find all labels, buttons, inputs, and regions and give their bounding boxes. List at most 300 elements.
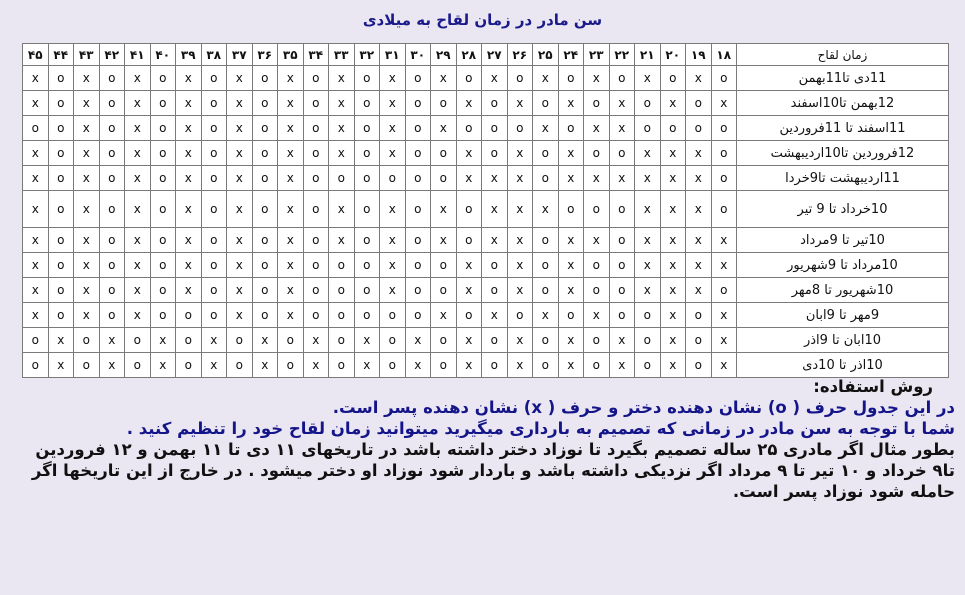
row-label: 12بهمن تا10اسفند xyxy=(737,91,949,116)
gender-cell: x xyxy=(584,303,610,328)
gender-cell: o xyxy=(48,66,74,91)
gender-cell: o xyxy=(609,191,635,228)
gender-cell: o xyxy=(252,191,278,228)
gender-cell: o xyxy=(456,228,482,253)
gender-cell: x xyxy=(558,228,584,253)
gender-cell: x xyxy=(278,228,304,253)
gender-cell: o xyxy=(482,141,508,166)
gender-cell: x xyxy=(227,166,253,191)
age-header: ۴۱ xyxy=(125,44,151,66)
gender-cell: x xyxy=(329,141,355,166)
gender-cell: o xyxy=(482,278,508,303)
gender-cell: o xyxy=(201,278,227,303)
gender-cell: x xyxy=(533,66,559,91)
gender-cell: o xyxy=(558,116,584,141)
gender-cell: o xyxy=(533,278,559,303)
gender-cell: o xyxy=(431,353,457,378)
gender-cell: o xyxy=(711,66,737,91)
gender-cell: x xyxy=(380,228,406,253)
gender-cell: x xyxy=(660,191,686,228)
gender-cell: x xyxy=(405,328,431,353)
age-header: ۲۷ xyxy=(482,44,508,66)
gender-cell: o xyxy=(431,253,457,278)
gender-cell: x xyxy=(507,91,533,116)
gender-cell: x xyxy=(227,228,253,253)
gender-cell: o xyxy=(635,353,661,378)
gender-cell: o xyxy=(329,303,355,328)
gender-cell: x xyxy=(431,303,457,328)
table-row xyxy=(23,91,949,116)
gender-cell: x xyxy=(558,141,584,166)
gender-cell: o xyxy=(252,66,278,91)
gender-cell: o xyxy=(150,166,176,191)
gender-cell: x xyxy=(635,66,661,91)
age-header: ۲۴ xyxy=(558,44,584,66)
gender-cell: x xyxy=(150,353,176,378)
gender-cell: o xyxy=(48,141,74,166)
gender-cell: x xyxy=(660,328,686,353)
gender-cell: x xyxy=(507,166,533,191)
gender-cell: x xyxy=(74,278,100,303)
gender-cell: x xyxy=(176,191,202,228)
gender-cell: x xyxy=(456,253,482,278)
age-header: ۴۲ xyxy=(99,44,125,66)
gender-cell: o xyxy=(227,328,253,353)
gender-cell: o xyxy=(150,278,176,303)
gender-cell: o xyxy=(507,116,533,141)
age-header: ۲۲ xyxy=(609,44,635,66)
gender-cell: o xyxy=(303,278,329,303)
gender-cell: o xyxy=(660,116,686,141)
gender-cell: o xyxy=(533,141,559,166)
age-header: ۲۵ xyxy=(533,44,559,66)
gender-cell: x xyxy=(456,166,482,191)
gender-cell: x xyxy=(635,228,661,253)
age-header: ۲۰ xyxy=(660,44,686,66)
gender-cell: x xyxy=(227,191,253,228)
gender-cell: x xyxy=(329,66,355,91)
gender-cell: o xyxy=(405,141,431,166)
gender-cell: o xyxy=(74,328,100,353)
gender-cell: x xyxy=(125,116,151,141)
gender-cell: o xyxy=(99,228,125,253)
gender-cell: o xyxy=(584,141,610,166)
gender-cell: x xyxy=(711,353,737,378)
gender-cell: x xyxy=(456,353,482,378)
gender-cell: x xyxy=(686,253,712,278)
age-header: ۴۴ xyxy=(48,44,74,66)
gender-cell: o xyxy=(201,166,227,191)
gender-cell: x xyxy=(584,116,610,141)
gender-cell: o xyxy=(303,253,329,278)
gender-cell: o xyxy=(150,141,176,166)
gender-cell: x xyxy=(227,66,253,91)
gender-cell: o xyxy=(252,278,278,303)
gender-cell: o xyxy=(584,91,610,116)
gender-cell: o xyxy=(48,91,74,116)
age-header: ۳۹ xyxy=(176,44,202,66)
gender-cell: o xyxy=(176,328,202,353)
gender-cell: x xyxy=(609,353,635,378)
gender-cell: o xyxy=(558,303,584,328)
gender-cell: o xyxy=(303,166,329,191)
gender-cell: o xyxy=(303,91,329,116)
gender-cell: x xyxy=(227,253,253,278)
gender-cell: o xyxy=(48,253,74,278)
table-row xyxy=(23,66,949,91)
gender-cell: x xyxy=(660,353,686,378)
gender-cell: o xyxy=(609,141,635,166)
gender-cell: x xyxy=(252,353,278,378)
gender-cell: x xyxy=(660,141,686,166)
gender-cell: o xyxy=(686,91,712,116)
gender-cell: o xyxy=(405,253,431,278)
gender-cell: x xyxy=(252,328,278,353)
gender-cell: x xyxy=(584,66,610,91)
age-header: ۳۱ xyxy=(380,44,406,66)
gender-cell: x xyxy=(686,278,712,303)
gender-cell: o xyxy=(711,278,737,303)
gender-cell: x xyxy=(380,191,406,228)
gender-cell: o xyxy=(405,278,431,303)
gender-cell: o xyxy=(354,141,380,166)
gender-cell: o xyxy=(48,228,74,253)
age-header: ۲۹ xyxy=(431,44,457,66)
gender-cell: o xyxy=(125,353,151,378)
age-header: ۳۵ xyxy=(278,44,304,66)
gender-cell: x xyxy=(584,166,610,191)
gender-cell: x xyxy=(354,328,380,353)
gender-cell: x xyxy=(405,353,431,378)
row-label: 9مهر تا 9ابان xyxy=(737,303,949,328)
table-row xyxy=(23,166,949,191)
gender-cell: o xyxy=(584,253,610,278)
gender-cell: x xyxy=(74,228,100,253)
gender-cell: x xyxy=(74,166,100,191)
gender-cell: x xyxy=(686,141,712,166)
gender-cell: o xyxy=(405,303,431,328)
gender-cell: o xyxy=(252,166,278,191)
gender-cell: x xyxy=(278,166,304,191)
gender-cell: x xyxy=(227,303,253,328)
gender-cell: o xyxy=(201,66,227,91)
gender-cell: o xyxy=(329,353,355,378)
gender-cell: x xyxy=(609,91,635,116)
gender-cell: o xyxy=(303,116,329,141)
row-label: 10ابان تا 9اذر xyxy=(737,328,949,353)
gender-cell: o xyxy=(99,253,125,278)
gender-cell: o xyxy=(99,191,125,228)
gender-cell: x xyxy=(23,166,49,191)
gender-cell: o xyxy=(303,191,329,228)
gender-cell: x xyxy=(74,66,100,91)
gender-cell: x xyxy=(711,328,737,353)
gender-cell: x xyxy=(278,191,304,228)
gender-cell: x xyxy=(303,353,329,378)
gender-cell: o xyxy=(609,66,635,91)
gender-cell: o xyxy=(686,303,712,328)
age-header: ۴۰ xyxy=(150,44,176,66)
gender-cell: o xyxy=(48,191,74,228)
gender-cell: x xyxy=(176,253,202,278)
gender-cell: x xyxy=(74,116,100,141)
age-header: ۳۲ xyxy=(354,44,380,66)
gender-cell: x xyxy=(227,141,253,166)
gender-cell: x xyxy=(482,303,508,328)
gender-cell: o xyxy=(99,166,125,191)
gender-cell: o xyxy=(686,328,712,353)
gender-cell: o xyxy=(176,303,202,328)
gender-cell: o xyxy=(150,66,176,91)
gender-cell: o xyxy=(201,303,227,328)
gender-cell: o xyxy=(354,228,380,253)
table-row xyxy=(23,116,949,141)
gender-cell: x xyxy=(482,228,508,253)
age-header: ۱۹ xyxy=(686,44,712,66)
gender-cell: o xyxy=(507,303,533,328)
gender-cell: o xyxy=(584,278,610,303)
gender-cell: x xyxy=(507,191,533,228)
gender-cell: x xyxy=(456,278,482,303)
gender-cell: x xyxy=(558,253,584,278)
gender-cell: o xyxy=(150,253,176,278)
table-row xyxy=(23,328,949,353)
instructions-legend: در این جدول حرف ( o) نشان دهنده دختر و حرف ( x) نشان دهنده پسر است. xyxy=(332,398,955,417)
gender-cell: x xyxy=(74,141,100,166)
table-row xyxy=(23,191,949,228)
instructions-usage: شما با توجه به سن مادر در زمانی که تصمیم به بارداری میگیرید میتوانید زمان لقاح خود را تنظیم کنید . xyxy=(126,419,955,438)
row-label: 10شهریور تا 8مهر xyxy=(737,278,949,303)
gender-cell: o xyxy=(278,353,304,378)
gender-cell: o xyxy=(405,66,431,91)
age-header: ۱۸ xyxy=(711,44,737,66)
age-header: ۴۳ xyxy=(74,44,100,66)
gender-cell: o xyxy=(329,253,355,278)
gender-cell: o xyxy=(329,166,355,191)
gender-cell: x xyxy=(635,166,661,191)
table-row xyxy=(23,228,949,253)
gender-cell: o xyxy=(252,116,278,141)
gender-cell: x xyxy=(150,328,176,353)
gender-cell: o xyxy=(329,278,355,303)
gender-cell: o xyxy=(354,278,380,303)
gender-cell: x xyxy=(176,278,202,303)
gender-cell: x xyxy=(711,253,737,278)
gender-cell: x xyxy=(507,278,533,303)
gender-cell: x xyxy=(303,328,329,353)
gender-cell: o xyxy=(23,353,49,378)
gender-cell: o xyxy=(303,228,329,253)
gender-cell: x xyxy=(125,303,151,328)
gender-cell: x xyxy=(125,66,151,91)
gender-cell: x xyxy=(354,353,380,378)
gender-cell: x xyxy=(507,328,533,353)
gender-cell: o xyxy=(711,141,737,166)
gender-cell: x xyxy=(635,191,661,228)
gender-cell: o xyxy=(354,91,380,116)
gender-cell: x xyxy=(558,353,584,378)
gender-cell: o xyxy=(252,303,278,328)
gender-cell: x xyxy=(660,253,686,278)
gender-cell: o xyxy=(533,166,559,191)
gender-cell: o xyxy=(380,303,406,328)
gender-cell: o xyxy=(227,353,253,378)
gender-cell: o xyxy=(99,91,125,116)
gender-cell: o xyxy=(380,353,406,378)
gender-cell: o xyxy=(74,353,100,378)
gender-cell: o xyxy=(431,141,457,166)
gender-cell: o xyxy=(558,191,584,228)
gender-cell: x xyxy=(329,91,355,116)
gender-cell: o xyxy=(99,66,125,91)
gender-cell: o xyxy=(482,91,508,116)
row-label: 11دی تا11بهمن xyxy=(737,66,949,91)
row-label: 11اردیبهشت تا9خردا xyxy=(737,166,949,191)
gender-cell: o xyxy=(405,91,431,116)
gender-cell: o xyxy=(252,141,278,166)
gender-cell: x xyxy=(278,66,304,91)
table-row xyxy=(23,141,949,166)
gender-cell: o xyxy=(584,191,610,228)
gender-cell: x xyxy=(278,116,304,141)
table-row xyxy=(23,353,949,378)
gender-cell: x xyxy=(558,166,584,191)
age-header: ۳۴ xyxy=(303,44,329,66)
gender-cell: o xyxy=(354,253,380,278)
column-header-conception-time: زمان لقاح xyxy=(737,44,949,66)
gender-cell: x xyxy=(507,141,533,166)
gender-cell: o xyxy=(150,91,176,116)
gender-cell: o xyxy=(456,191,482,228)
gender-cell: o xyxy=(150,116,176,141)
conception-table xyxy=(22,43,949,378)
gender-cell: x xyxy=(609,328,635,353)
gender-cell: o xyxy=(558,66,584,91)
gender-cell: x xyxy=(176,141,202,166)
gender-cell: x xyxy=(176,66,202,91)
gender-cell: x xyxy=(456,328,482,353)
gender-cell: o xyxy=(23,328,49,353)
gender-cell: o xyxy=(456,66,482,91)
gender-cell: x xyxy=(23,191,49,228)
gender-cell: x xyxy=(533,303,559,328)
gender-cell: o xyxy=(99,141,125,166)
gender-cell: o xyxy=(354,303,380,328)
gender-cell: o xyxy=(405,228,431,253)
gender-cell: x xyxy=(711,303,737,328)
gender-cell: x xyxy=(660,228,686,253)
gender-cell: o xyxy=(125,328,151,353)
gender-cell: x xyxy=(533,191,559,228)
gender-cell: x xyxy=(456,141,482,166)
gender-cell: o xyxy=(431,328,457,353)
gender-cell: x xyxy=(278,91,304,116)
row-label: 12فروردین تا10اردیبهشت xyxy=(737,141,949,166)
gender-cell: x xyxy=(74,253,100,278)
gender-cell: x xyxy=(558,328,584,353)
gender-cell: x xyxy=(482,166,508,191)
gender-cell: o xyxy=(635,303,661,328)
age-header: ۳۰ xyxy=(405,44,431,66)
gender-cell: x xyxy=(125,91,151,116)
row-label: 10خرداد تا 9 تیر xyxy=(737,191,949,228)
gender-cell: o xyxy=(533,228,559,253)
instructions-heading: روش استفاده: xyxy=(813,377,933,396)
gender-cell: o xyxy=(252,228,278,253)
gender-cell: o xyxy=(533,328,559,353)
gender-cell: o xyxy=(456,303,482,328)
gender-cell: x xyxy=(23,253,49,278)
gender-cell: o xyxy=(482,328,508,353)
age-header: ۲۸ xyxy=(456,44,482,66)
gender-cell: x xyxy=(431,66,457,91)
gender-cell: o xyxy=(329,328,355,353)
gender-cell: o xyxy=(431,91,457,116)
gender-cell: o xyxy=(584,328,610,353)
gender-cell: x xyxy=(125,253,151,278)
gender-cell: o xyxy=(686,116,712,141)
gender-cell: x xyxy=(558,278,584,303)
gender-cell: x xyxy=(380,91,406,116)
gender-cell: o xyxy=(533,253,559,278)
gender-cell: x xyxy=(125,166,151,191)
gender-cell: o xyxy=(303,303,329,328)
gender-cell: x xyxy=(125,141,151,166)
row-label: 10اذر تا 10دی xyxy=(737,353,949,378)
gender-cell: x xyxy=(482,66,508,91)
gender-cell: x xyxy=(482,191,508,228)
gender-cell: o xyxy=(23,116,49,141)
gender-cell: o xyxy=(405,191,431,228)
gender-cell: x xyxy=(278,253,304,278)
gender-cell: x xyxy=(227,278,253,303)
gender-cell: o xyxy=(380,328,406,353)
gender-cell: x xyxy=(201,353,227,378)
gender-cell: x xyxy=(227,116,253,141)
gender-cell: x xyxy=(711,228,737,253)
gender-cell: x xyxy=(380,253,406,278)
gender-cell: x xyxy=(431,191,457,228)
gender-cell: x xyxy=(686,228,712,253)
gender-cell: o xyxy=(99,278,125,303)
gender-cell: o xyxy=(303,141,329,166)
gender-cell: o xyxy=(48,303,74,328)
gender-cell: o xyxy=(507,66,533,91)
gender-cell: x xyxy=(686,191,712,228)
gender-cell: x xyxy=(431,228,457,253)
age-header: ۲۶ xyxy=(507,44,533,66)
gender-cell: x xyxy=(456,91,482,116)
gender-cell: x xyxy=(558,91,584,116)
gender-cell: o xyxy=(48,278,74,303)
gender-cell: o xyxy=(99,303,125,328)
gender-cell: x xyxy=(507,228,533,253)
gender-cell: o xyxy=(201,253,227,278)
gender-cell: o xyxy=(431,278,457,303)
gender-cell: o xyxy=(635,116,661,141)
gender-cell: x xyxy=(660,166,686,191)
gender-cell: x xyxy=(48,353,74,378)
gender-cell: o xyxy=(405,166,431,191)
gender-cell: o xyxy=(635,328,661,353)
age-header: ۳۸ xyxy=(201,44,227,66)
gender-cell: o xyxy=(609,253,635,278)
gender-cell: o xyxy=(686,353,712,378)
gender-cell: o xyxy=(201,91,227,116)
gender-cell: x xyxy=(507,353,533,378)
gender-cell: x xyxy=(23,141,49,166)
gender-cell: o xyxy=(354,66,380,91)
